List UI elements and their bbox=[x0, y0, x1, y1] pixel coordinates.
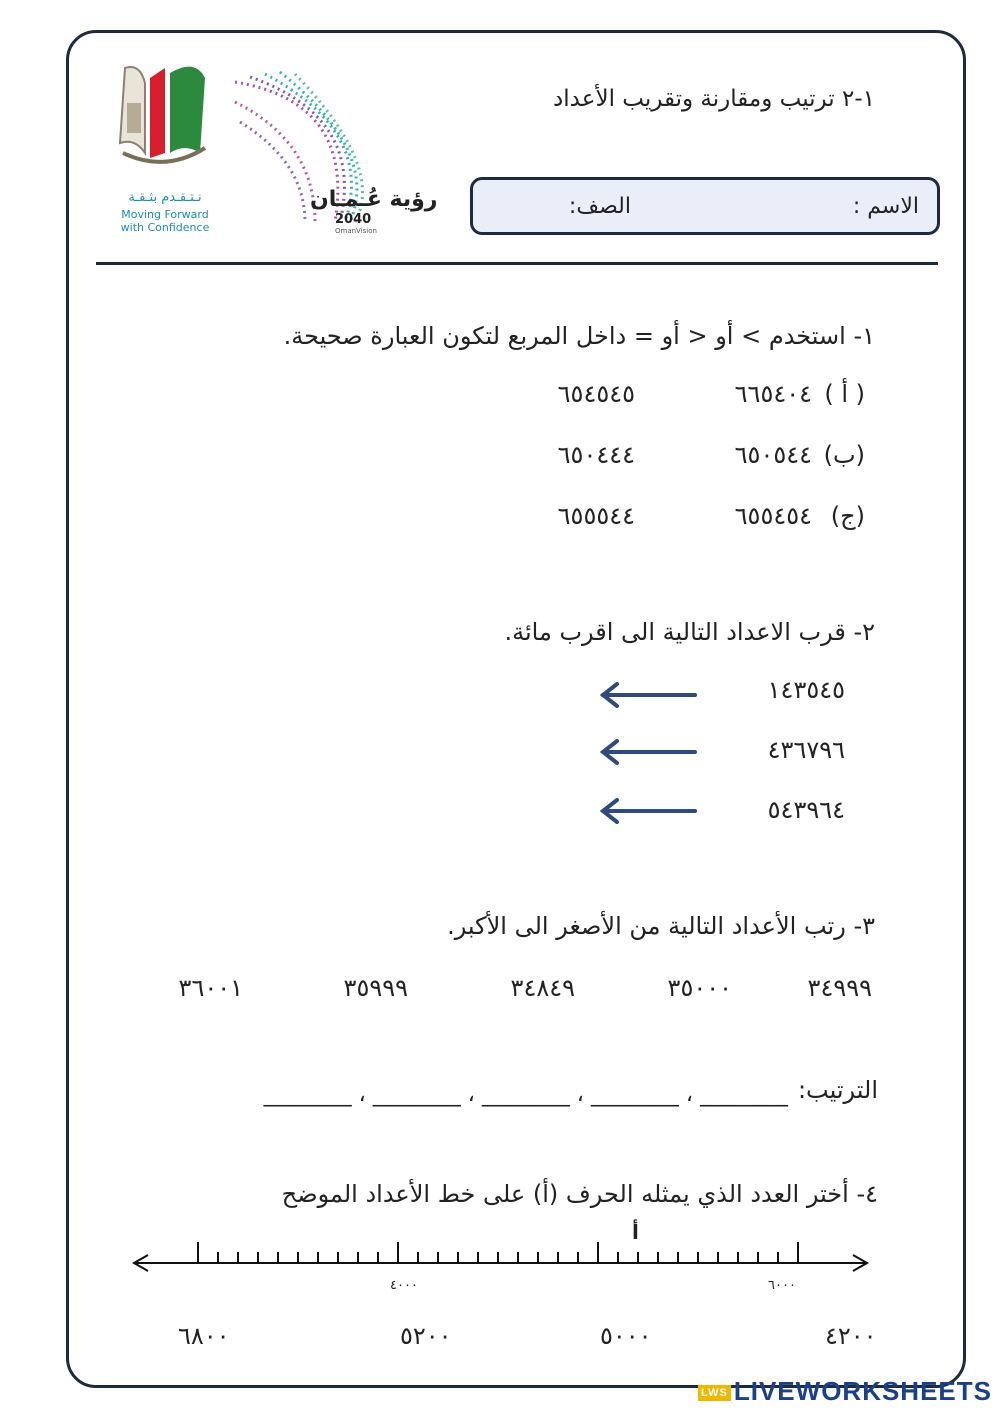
q3-number-4: ٣٥٩٩٩ bbox=[343, 974, 408, 1002]
q2-number-2: ٤٣٦٧٩٦ bbox=[767, 736, 845, 764]
arrow-left-icon bbox=[603, 741, 695, 763]
logo-english-line1: Moving Forward bbox=[121, 208, 209, 221]
tick-label-left: ٤٠٠٠ bbox=[390, 1278, 418, 1293]
name-label: الاسم : bbox=[852, 194, 919, 219]
q1-row-c-right: ٦٥٥٥٤٤ bbox=[557, 502, 635, 530]
oman-vision-logo bbox=[215, 62, 438, 242]
logo-english-line2: with Confidence bbox=[120, 221, 210, 234]
q1-row-a-left: ٦٦٥٤٠٤ bbox=[734, 380, 812, 408]
ministry-emblem-icon bbox=[105, 58, 230, 183]
page-title: ١-٢ ترتيب ومقارنة وتقريب الأعداد bbox=[553, 86, 875, 112]
tick-label-right: ٦٠٠٠ bbox=[768, 1278, 796, 1293]
q4-choice-3[interactable]: ٥٢٠٠ bbox=[400, 1322, 452, 1350]
q2-prompt: ٢- قرب الاعداد التالية الى اقرب مائة. bbox=[504, 618, 875, 646]
q3-number-2: ٣٥٠٠٠ bbox=[667, 974, 732, 1002]
q2-arrows bbox=[595, 680, 700, 825]
q3-number-5: ٣٦٠٠١ bbox=[178, 974, 243, 1002]
q1-row-b-label: (ب) bbox=[823, 441, 865, 469]
number-line bbox=[128, 1236, 873, 1286]
vision-year: 2040 bbox=[335, 212, 372, 227]
q1-prompt: ١- استخدم > أو < أو = داخل المربع لتكون العبارة صحيحة. bbox=[283, 322, 875, 350]
q4-choice-2[interactable]: ٥٠٠٠ bbox=[600, 1322, 652, 1350]
q3-order-label: الترتيب: bbox=[797, 1076, 878, 1104]
ministry-logo bbox=[105, 58, 230, 238]
q1-row-c-label: (ج) bbox=[830, 502, 865, 530]
q3-prompt: ٣- رتب الأعداد التالية من الأصغر الى الأكبر. bbox=[447, 912, 875, 940]
q3-number-1: ٣٤٩٩٩ bbox=[807, 974, 872, 1002]
logo-arabic-text: نـتـقـدم بثـقـة bbox=[128, 190, 202, 205]
q3-order-blanks[interactable]: ________ ، ________ ، ________ ، ________ ، ________ bbox=[263, 1082, 788, 1107]
q1-row-b-left: ٦٥٠٥٤٤ bbox=[734, 441, 812, 469]
q4-choice-1[interactable]: ٤٢٠٠ bbox=[825, 1322, 877, 1350]
class-label: الصف: bbox=[568, 194, 631, 219]
q4-choice-4[interactable]: ٦٨٠٠ bbox=[178, 1322, 230, 1350]
arrow-left-icon bbox=[603, 684, 695, 706]
vision-english: OmanVision bbox=[335, 227, 377, 235]
q1-row-c-left: ٦٥٥٤٥٤ bbox=[734, 502, 812, 530]
vision-swirl-icon bbox=[215, 62, 438, 242]
brand-text: LIVEWORKSHEETS bbox=[733, 1376, 992, 1406]
liveworksheets-brand bbox=[698, 1376, 992, 1407]
q3-number-3: ٣٤٨٤٩ bbox=[510, 974, 575, 1002]
vision-arabic-text: رؤية عُـمـان bbox=[310, 187, 438, 212]
q2-number-3: ٥٤٣٩٦٤ bbox=[767, 796, 845, 824]
q2-number-1: ١٤٣٥٤٥ bbox=[767, 676, 845, 704]
header-divider bbox=[96, 262, 938, 265]
lws-badge-icon: LWS bbox=[698, 1385, 731, 1401]
q1-row-a-right: ٦٥٤٥٤٥ bbox=[557, 380, 635, 408]
q1-row-a-label: ( أ ) bbox=[824, 380, 865, 408]
arrow-left-icon bbox=[603, 800, 695, 822]
q1-row-b-right: ٦٥٠٤٤٤ bbox=[557, 441, 635, 469]
number-line-marker: أ bbox=[632, 1220, 639, 1244]
student-info-box bbox=[470, 177, 940, 235]
q4-prompt: ٤- أختر العدد الذي يمثله الحرف (أ) على خط الأعداد الموضح bbox=[281, 1180, 878, 1208]
